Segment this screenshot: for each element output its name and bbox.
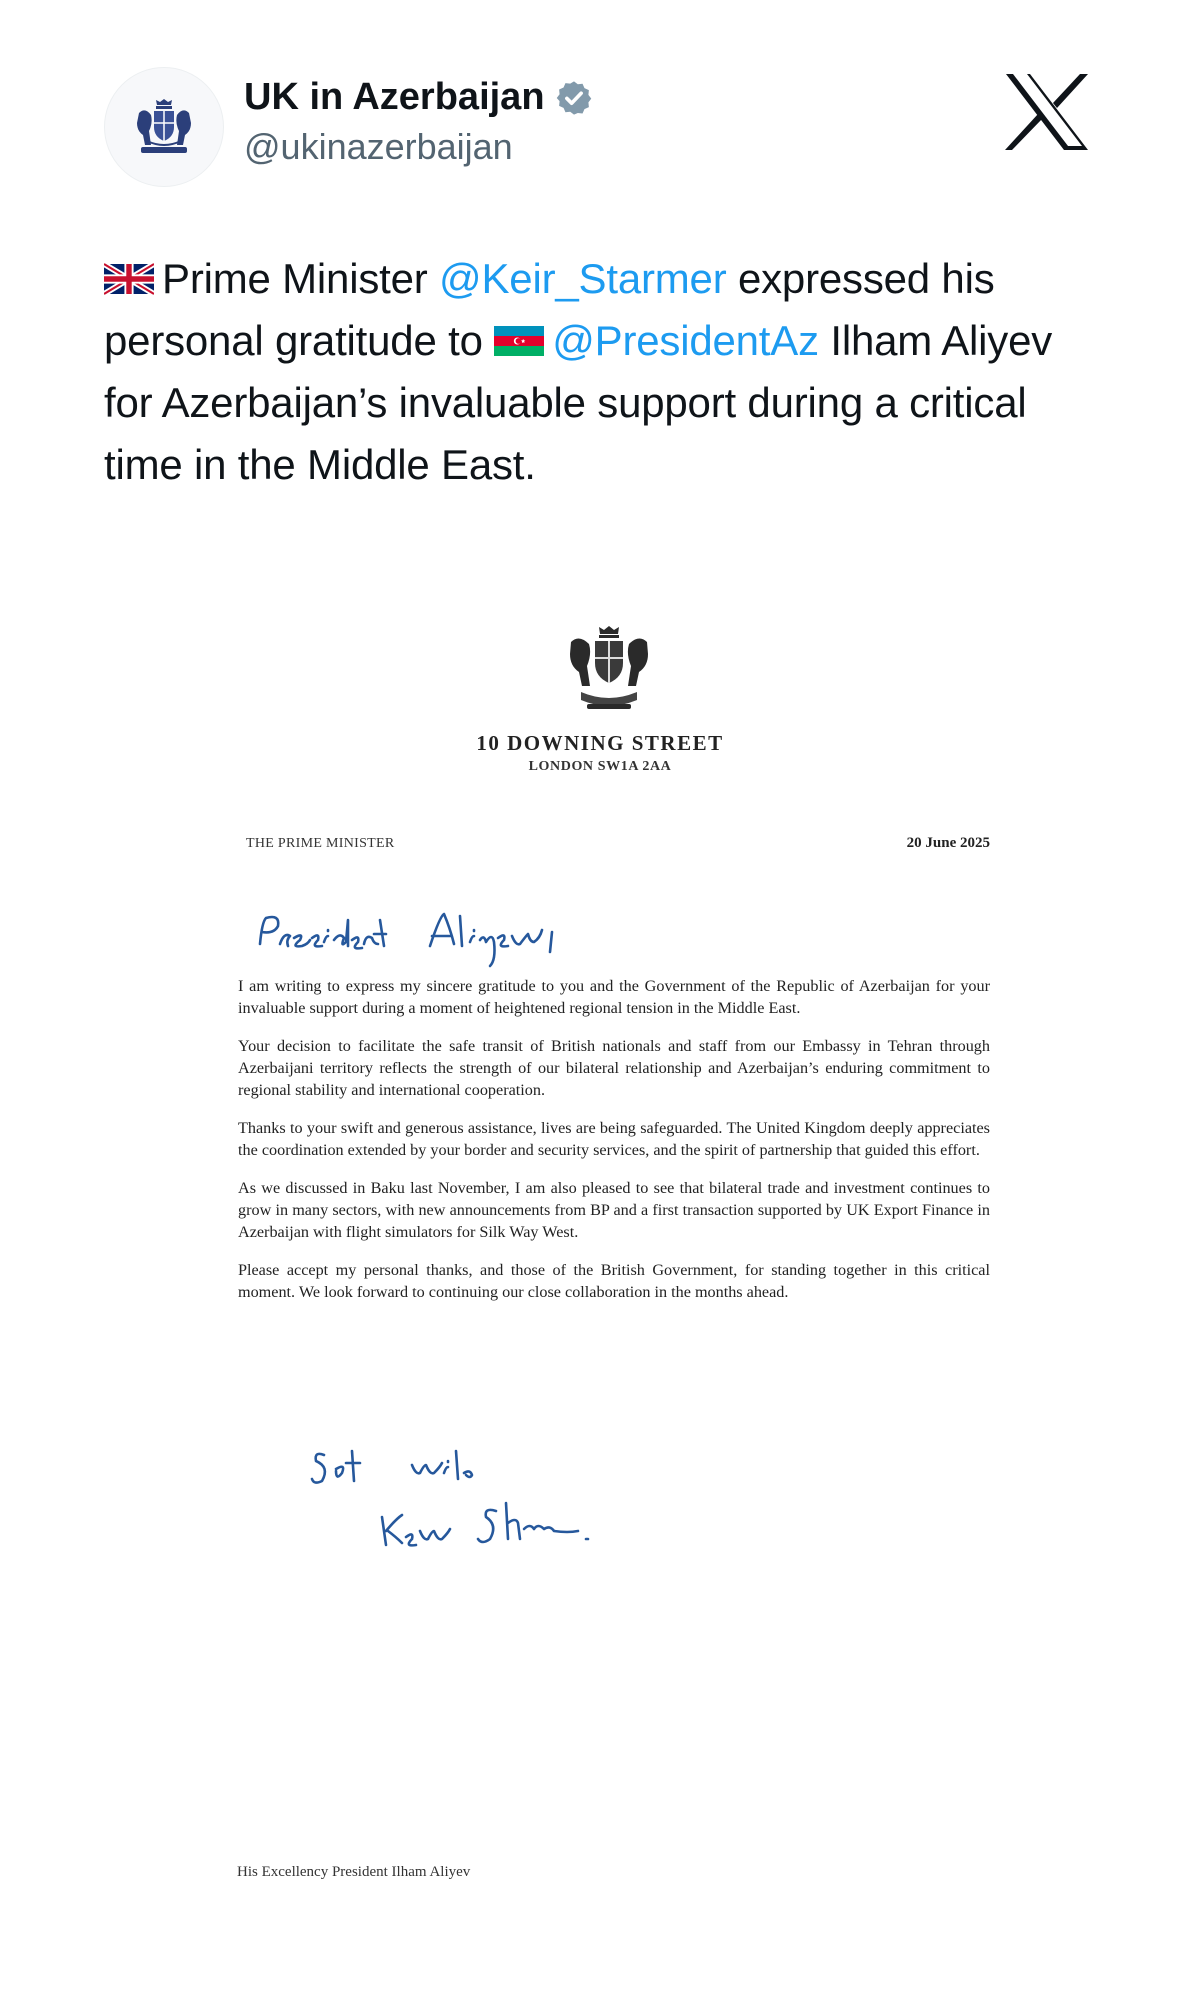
tweet-text-part: Prime Minister bbox=[162, 255, 440, 302]
tweet-text bbox=[104, 248, 1104, 496]
azerbaijan-flag-icon bbox=[494, 325, 544, 357]
sender-office: THE PRIME MINISTER bbox=[246, 836, 395, 851]
verified-badge-icon bbox=[555, 79, 593, 117]
letter-paragraph: Thanks to your swift and generous assistance, lives are being safeguarded. The United Kingdom deeply appreciates the coordination extended by your border and security services, and the spirit of partnership that guided this effort. bbox=[238, 1119, 990, 1159]
letterhead-city: LONDON SW1A 2AA bbox=[528, 759, 672, 774]
letter-paragraph: Please accept my personal thanks, and those of the British Government, for standing together in this critical moment. We look forward to continuing our close collaboration in the months ahead. bbox=[238, 1261, 990, 1301]
tweet-text-part: Ilham Aliyev for Azerbaijan’s invaluable support during a critical time in the Middle East. bbox=[104, 317, 1053, 488]
letter-body bbox=[238, 975, 990, 1319]
tweet-text-part: expressed his personal gratitude to bbox=[104, 255, 995, 364]
handwritten-salutation bbox=[254, 900, 584, 972]
mention-president-az[interactable]: @PresidentAz bbox=[552, 317, 819, 364]
letter-image[interactable] bbox=[0, 600, 1200, 1997]
royal-coat-of-arms-icon bbox=[129, 95, 199, 159]
mention-keir-starmer[interactable]: @Keir_Starmer bbox=[439, 255, 727, 302]
uk-flag-icon bbox=[104, 263, 154, 295]
display-name-text[interactable]: UK in Azerbaijan bbox=[244, 76, 545, 118]
x-logo-icon[interactable] bbox=[1004, 72, 1090, 152]
letter-paragraph: I am writing to express my sincere gratitude to you and the Government of the Republic of Azerbaijan for your invaluable support during a moment of heightened regional tension in the Middle East. bbox=[238, 977, 990, 1017]
royal-coat-of-arms-icon bbox=[557, 622, 661, 714]
account-avatar[interactable] bbox=[104, 67, 224, 187]
letter-date: 20 June 2025 bbox=[906, 835, 990, 851]
letter-paragraph: As we discussed in Baku last November, I am also pleased to see that bilateral trade and investment continues to grow in many sectors, with new announcements from BP and a first transaction supported by UK Export Finance in Azerbaijan with flight simulators for Silk Way West. bbox=[238, 1179, 990, 1241]
letter-recipient: His Excellency President Ilham Aliyev bbox=[237, 1864, 471, 1880]
letter-paragraph: Your decision to facilitate the safe transit of British nationals and staff from our Embassy in Tehran through Azerbaijani territory reflects the strength of our bilateral relationship and Azerbaijan’s enduring commitment to regional stability and international cooperation. bbox=[238, 1037, 990, 1099]
handwritten-signature bbox=[310, 1443, 650, 1573]
account-handle[interactable]: @ukinazerbaijan bbox=[244, 126, 513, 167]
display-name[interactable] bbox=[244, 76, 593, 119]
letterhead-address: 10 DOWNING STREET bbox=[476, 731, 724, 755]
